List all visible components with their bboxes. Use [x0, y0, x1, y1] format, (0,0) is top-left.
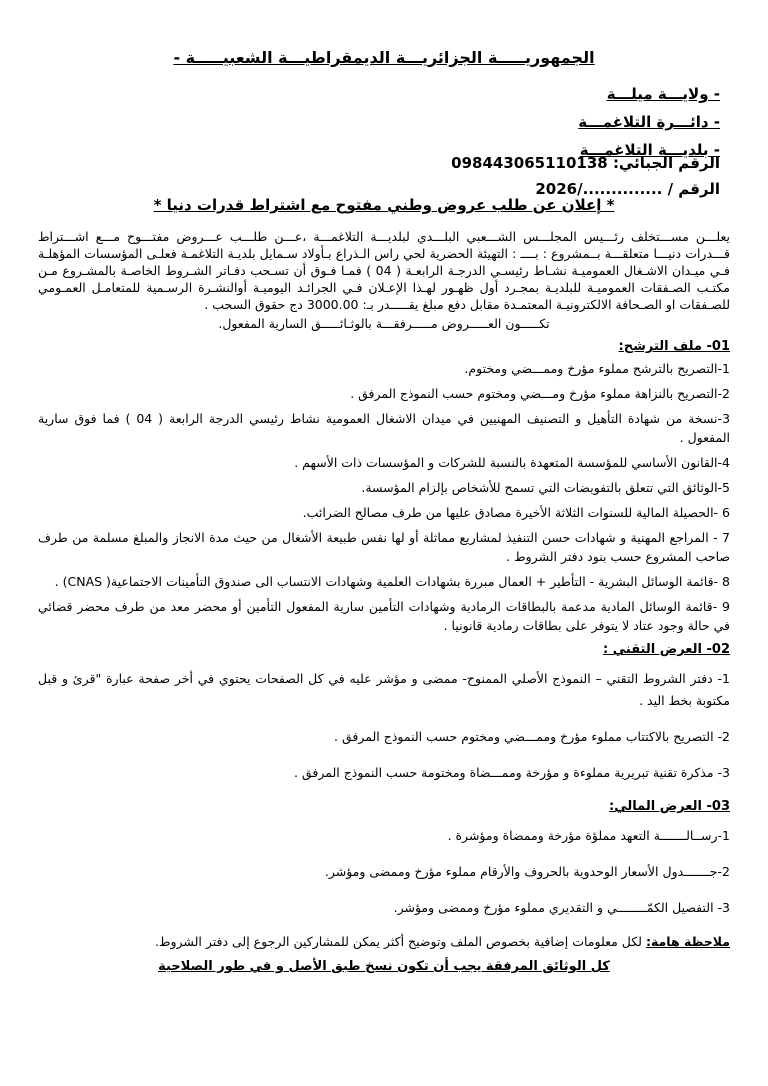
- list-item: 7 - المراجع المهنية و شهادات حسن التنفيذ لمشاريع مماثلة أو لها نفس طبيعة الأشغال من حيث مدة الانجاز والمبلغ مسلمة من طرف صاحب المشروع حسب بنود دفتر الشروط .: [38, 530, 730, 564]
- tax-number-label: الرقم الجبائي:: [612, 154, 720, 172]
- wilaya-label: - ولايـــة ميلـــة: [606, 85, 720, 103]
- tax-number-line: [451, 150, 720, 176]
- section-technical: [38, 641, 730, 784]
- list-item: 5-الوثائق التي تتعلق بالتفويضات التي تسمح للأشخاص بإلزام المؤسسة.: [361, 480, 730, 495]
- ref-value: ............../2026: [535, 180, 663, 198]
- baladia-label: - بلديـــة التلاغمـــة: [579, 141, 720, 159]
- note-label: ملاحظة هامة:: [645, 934, 730, 949]
- tax-block: [451, 150, 720, 202]
- list-item: 6 -الحصيلة المالية للسنوات الثلاثة الأخيرة مصادق عليها من طرف مصالح الضرائب.: [302, 505, 730, 520]
- announcement-body: [38, 228, 730, 975]
- intro-closing: تكـــــون العـــــروض مـــــرفقـــة بالوثـائـــــق السارية المفعول.: [218, 316, 550, 331]
- section-title: 03- العرض المالي:: [609, 799, 730, 814]
- important-note: [38, 933, 730, 950]
- ref-label: الرقم /: [667, 180, 720, 198]
- section-financial: [38, 798, 730, 919]
- list-item: 2-التصريح بالنزاهة مملوء مؤرخ ومـــضي ومختوم حسب النموذج المرفق .: [350, 386, 730, 401]
- republic-header: الجمهوريـــــة الجزائريـــة الديمقراطيـــة الشعبيـــــة -: [173, 48, 595, 67]
- list-item: 3-نسخة من شهادة التأهيل و التصنيف المهنيين في ميدان الاشغال العمومية نشاط رئيسي الدرجة الرابعة ( 04 ) فما فوق سارية المفعول .: [38, 411, 731, 445]
- list-item: 3- مذكرة تقنية تبريرية مملوءة و مؤرخة وممـــضاة ومختومة حسب النموذج المرفق .: [293, 765, 730, 780]
- announcement-title: * إعلان عن طلب عروض وطني مفتوح مع اشتراط قدرات دنيا *: [153, 196, 615, 214]
- list-item: 2-جـــــــدول الأسعار الوحدوية بالحروف والأرقام مملوء مؤرخ وممضى ومؤشر.: [324, 864, 730, 879]
- list-item: 1- دفتر الشروط التقني – النموذج الأصلي الممنوح- ممضى و مؤشر عليه في كل الصفحات يحتوي في أخر صفحة عبارة "قرئ و قبل مكتوبة بخط اليد .: [38, 671, 730, 708]
- section-candidacy: [38, 338, 730, 635]
- section-title: 02- العرض التقني :: [603, 642, 730, 657]
- daira-label: - دائـــرة التلاغمـــة: [578, 113, 720, 131]
- intro-paragraph: يعلـــن مســـتخلف رئـــيس المجلـــس الشـــعبي البلـــدي لبلديـــة التلاغمـــة ،عـــن طلـــب عـــروض مفتـــوح مـــع اشـــتراط قـــدرات دنيـــا متعلقـــة بــمشروع : بــــ : التهيئة الحضرية لحي راس الـذراع بـأولاد سـمايل بلديـة التلاغمـة فعلـى المؤسسات المؤهلـة فـي ميـدان الاشـغال العموميـة نشـاط رئيسـي الدرجـة الرابعـة ( 04 ) فمـا فـوق أن تسـحب دفـاتر الشـروط الخاصـة بالمشـروع مـن مكتـب الصـفقات العموميـة للبلديـة بمجـرد أول ظهـور لهـذا الإعـلان فـي الجرائـد اليوميـة أوالنشـرة الرسـمية للمتعامـل العمـومي للصـفقات او الصـحافة الالكترونيـة المعتمـدة مقابل دفع مبلغ يقـــــدر بـ: 3000.00 دج حقوق السحب .: [38, 229, 730, 312]
- section-title: 01- ملف الترشح:: [618, 339, 730, 354]
- list-item: 1-التصريح بالترشح مملوء مؤرخ وممـــضي ومختوم.: [464, 361, 730, 376]
- list-item: 1-رســالـــــــة التعهد مملؤة مؤرخة وممضاة ومؤشرة .: [447, 828, 730, 843]
- list-item: 2- التصريح بالاكتتاب مملوء مؤرخ وممـــضي ومختوم حسب النموذج المرفق .: [334, 729, 730, 744]
- list-item: 9 -قائمة الوسائل المادية مدعمة بالبطاقات الرمادية وشهادات التأمين سارية المفعول التأمين أو محضر معد من طرف محضر قضائي في حالة وجود عتاد لا يتوفر على بطاقات رمادية قانونيا .: [38, 599, 730, 633]
- list-item: 4-القانون الأساسي للمؤسسة المتعهدة بالنسبة للشركات و المؤسسات ذات الأسهم .: [294, 455, 730, 470]
- final-statement: كل الوثائق المرفقة يجب أن تكون نسخ طبق الأصل و في طور الصلاحية: [158, 959, 610, 974]
- list-item: 8 -قائمة الوسائل البشرية - التأطير + العمال مبررة بشهادات العلمية وشهادات الانتساب الى صندوق التأمينات الاجتماعية( CNAS) .: [54, 574, 730, 589]
- note-text: لكل معلومات إضافية بخصوص الملف وتوضيح أكثر يمكن للمشاركين الرجوع إلى دفتر الشروط.: [154, 934, 642, 949]
- tax-number: 09844306511013​8: [451, 154, 608, 172]
- list-item: 3- التفصيل الكمّــــــــي و التقديري مملوء مؤرخ وممضى ومؤشر.: [393, 900, 730, 915]
